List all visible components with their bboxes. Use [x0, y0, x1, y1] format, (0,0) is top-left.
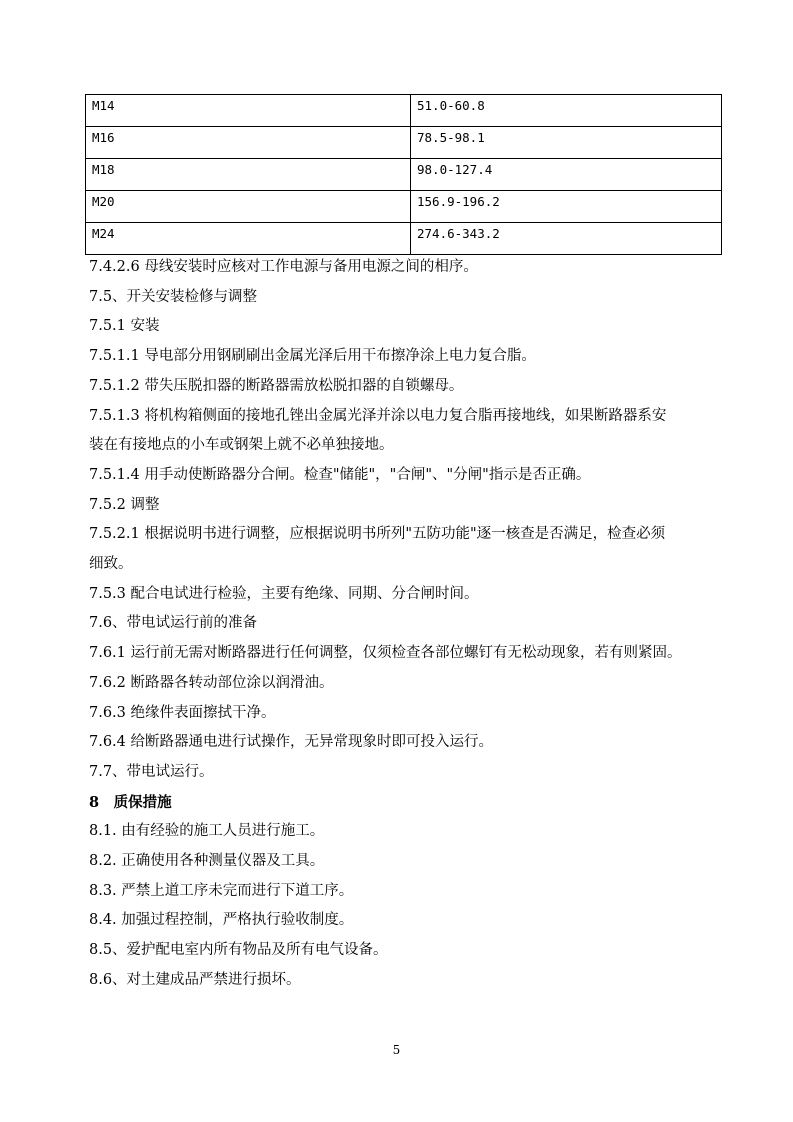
chapter-heading: 8 质保措施 [89, 793, 172, 811]
text-line: 8.2. 正确使用各种测量仪器及工具。 [89, 853, 325, 870]
bolt-size-cell: M18 [86, 159, 411, 191]
torque-range-cell: 98.0-127.4 [411, 159, 722, 191]
text-line: 装在有接地点的小车或钢架上就不必单独接地。 [89, 437, 394, 454]
text-line: 8.1. 由有经验的施工人员进行施工。 [89, 823, 325, 840]
text-line: 细致。 [89, 556, 133, 573]
text-line: 8.4. 加强过程控制，严格执行验收制度。 [89, 912, 354, 929]
torque-range-cell: 51.0-60.8 [411, 95, 722, 127]
page-number: 5 [392, 1043, 401, 1057]
body-text [89, 253, 749, 996]
torque-range-cell: 78.5-98.1 [411, 127, 722, 159]
subsection-heading: 7.5.1 安装 [89, 318, 160, 335]
table-row [86, 127, 722, 159]
table-row [86, 223, 722, 255]
text-line: 8.3. 严禁上道工序未完而进行下道工序。 [89, 882, 354, 899]
bolt-size-cell: M14 [86, 95, 411, 127]
text-line: 7.5.1.3 将机构箱侧面的接地孔锉出金属光泽并涂以电力复合脂再接地线，如果断路器系安 [89, 407, 667, 424]
section-heading: 7.6、带电试运行前的准备 [89, 615, 258, 632]
section-heading: 7.7、带电试运行。 [89, 763, 214, 780]
text-line: 7.6.4 给断路器通电进行试操作，无异常现象时即可投入运行。 [89, 734, 494, 751]
text-line: 8.5、爱护配电室内所有物品及所有电气设备。 [89, 942, 388, 959]
torque-range-cell: 156.9-196.2 [411, 191, 722, 223]
text-line: 7.6.2 断路器各转动部位涂以润滑油。 [89, 674, 334, 691]
text-line: 7.5.1.4 用手动使断路器分合闸。检查"储能"，"合闸"、"分闸"指示是否正确。 [89, 466, 591, 483]
bolt-size-cell: M16 [86, 127, 411, 159]
bolt-size-cell: M20 [86, 191, 411, 223]
subsection-heading: 7.5.2 调整 [89, 496, 160, 513]
table-row [86, 95, 722, 127]
torque-range-cell: 274.6-343.2 [411, 223, 722, 255]
table-row [86, 159, 722, 191]
text-line: 7.5.1.1 导电部分用钢刷刷出金属光泽后用干布擦净涂上电力复合脂。 [89, 348, 536, 365]
bolt-size-cell: M24 [86, 223, 411, 255]
text-line: 7.6.3 绝缘件表面擦拭干净。 [89, 704, 276, 721]
table-row [86, 191, 722, 223]
text-line: 8.6、对土建成品严禁进行损坏。 [89, 971, 301, 988]
text-line: 7.5.1.2 带失压脱扣器的断路器需放松脱扣器的自锁螺母。 [89, 377, 464, 394]
text-line: 7.4.2.6 母线安装时应核对工作电源与备用电源之间的相序。 [89, 259, 478, 275]
text-line: 7.6.1 运行前无需对断路器进行任何调整，仅须检查各部位螺钉有无松动现象，若有则紧固。 [89, 645, 682, 662]
text-line: 7.5.3 配合电试进行检验，主要有绝缘、同期、分合闸时间。 [89, 585, 479, 602]
section-heading: 7.5、开关安装检修与调整 [89, 288, 258, 305]
bolt-torque-table [85, 94, 722, 255]
text-line: 7.5.2.1 根据说明书进行调整，应根据说明书所列"五防功能"逐一核查是否满足，检查必须 [89, 526, 666, 543]
